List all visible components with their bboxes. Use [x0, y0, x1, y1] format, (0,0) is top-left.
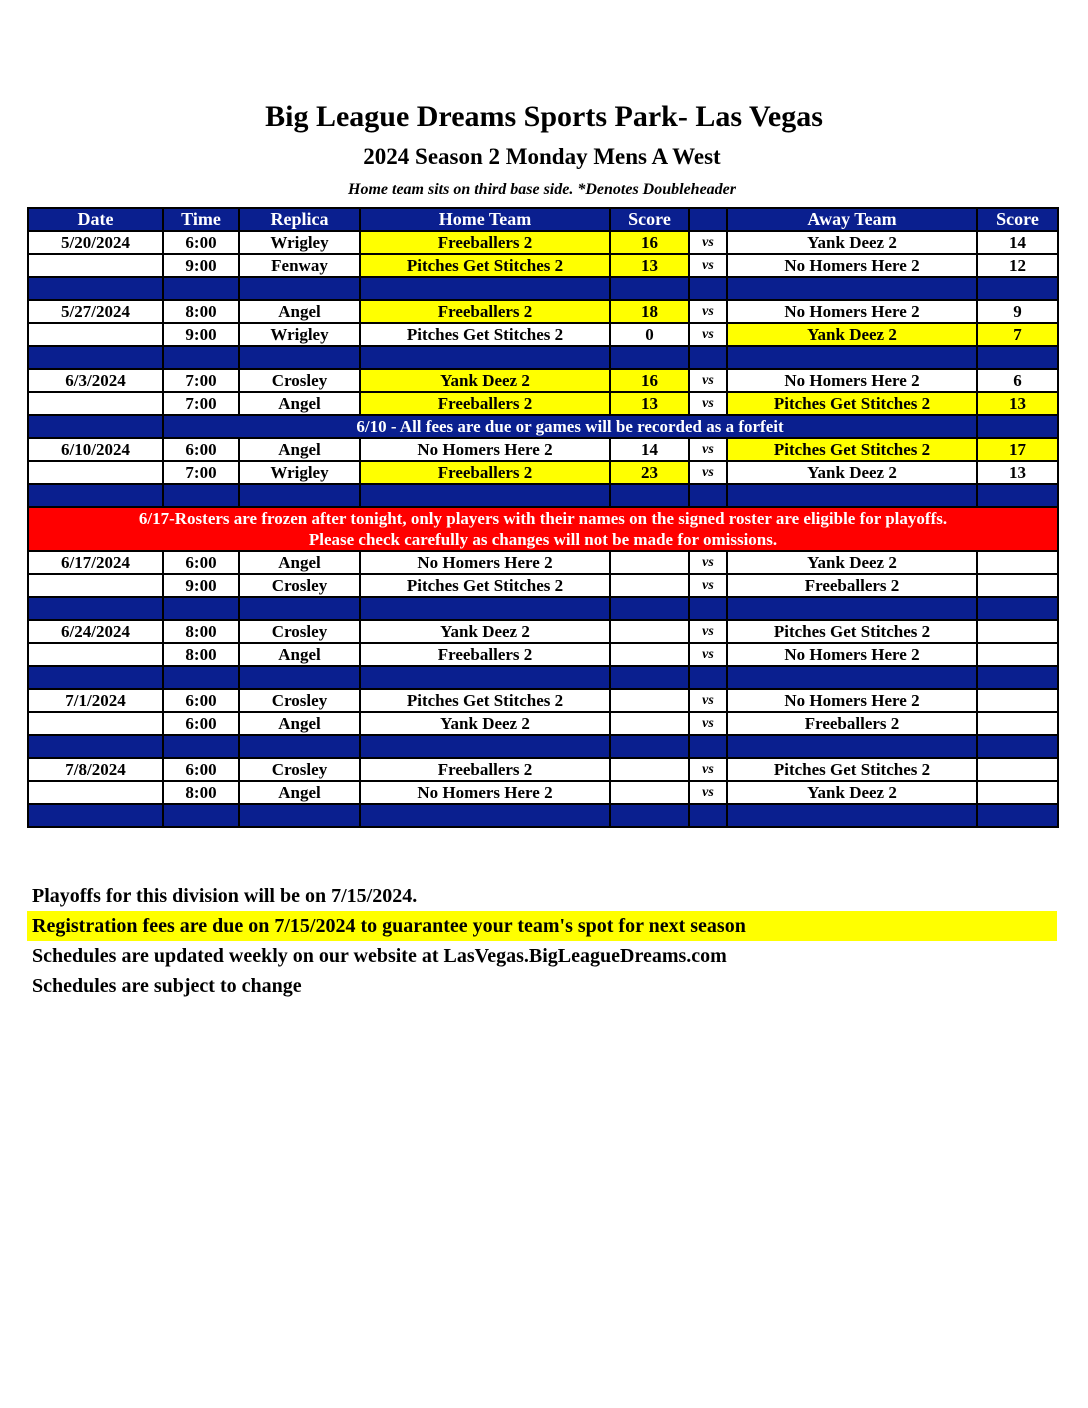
away-score: [977, 712, 1058, 735]
vs-label: vs: [689, 574, 727, 597]
separator-cell: [727, 597, 977, 620]
separator-row: [28, 666, 1058, 689]
home-team: Freeballers 2: [360, 461, 610, 484]
separator-cell: [239, 666, 360, 689]
separator-cell: [689, 484, 727, 507]
schedule-note: Home team sits on third base side. *Denotes Doubleheader: [348, 181, 736, 198]
away-team: Yank Deez 2: [727, 461, 977, 484]
game-date: 6/17/2024: [28, 551, 163, 574]
game-replica: Crosley: [239, 758, 360, 781]
game-time: 6:00: [163, 689, 239, 712]
vs-label: vs: [689, 781, 727, 804]
website-note: Schedules are updated weekly on our website at LasVegas.BigLeagueDreams.com: [32, 945, 727, 967]
game-date: [28, 461, 163, 484]
away-team: No Homers Here 2: [727, 300, 977, 323]
game-time: 6:00: [163, 231, 239, 254]
col-header-date: Date: [28, 208, 163, 231]
separator-cell: [977, 597, 1058, 620]
vs-label: vs: [689, 689, 727, 712]
game-date: 5/27/2024: [28, 300, 163, 323]
game-time: 8:00: [163, 620, 239, 643]
game-date: [28, 254, 163, 277]
game-row: [28, 231, 1058, 254]
game-row: [28, 551, 1058, 574]
separator-cell: [28, 735, 163, 758]
game-date: [28, 323, 163, 346]
separator-row: [28, 346, 1058, 369]
away-score: [977, 689, 1058, 712]
separator-cell: [977, 804, 1058, 827]
game-row: [28, 620, 1058, 643]
home-score: 13: [610, 254, 689, 277]
page-subtitle: 2024 Season 2 Monday Mens A West: [363, 144, 721, 169]
notice-spacer: [977, 415, 1058, 438]
separator-cell: [163, 346, 239, 369]
change-note: Schedules are subject to change: [32, 975, 302, 997]
home-score: 16: [610, 231, 689, 254]
home-score: [610, 712, 689, 735]
roster-alert: [28, 507, 1058, 551]
separator-cell: [28, 666, 163, 689]
separator-cell: [360, 346, 610, 369]
notice-text: 6/10 - All fees are due or games will be recorded as a forfeit: [163, 415, 977, 438]
home-team: Pitches Get Stitches 2: [360, 323, 610, 346]
home-score: [610, 574, 689, 597]
away-team: Freeballers 2: [727, 574, 977, 597]
separator-cell: [360, 804, 610, 827]
game-date: 6/10/2024: [28, 438, 163, 461]
separator-cell: [689, 597, 727, 620]
game-date: [28, 643, 163, 666]
separator-cell: [28, 346, 163, 369]
away-score: 14: [977, 231, 1058, 254]
separator-cell: [727, 735, 977, 758]
game-row: [28, 300, 1058, 323]
home-team: Pitches Get Stitches 2: [360, 254, 610, 277]
game-time: 8:00: [163, 781, 239, 804]
game-date: [28, 392, 163, 415]
home-team: No Homers Here 2: [360, 781, 610, 804]
game-row: [28, 689, 1058, 712]
col-header-vs: [689, 208, 727, 231]
page-title: Big League Dreams Sports Park- Las Vegas: [265, 100, 823, 133]
away-team: Pitches Get Stitches 2: [727, 620, 977, 643]
home-score: [610, 620, 689, 643]
away-team: Pitches Get Stitches 2: [727, 392, 977, 415]
away-score: 9: [977, 300, 1058, 323]
home-team: No Homers Here 2: [360, 551, 610, 574]
game-row: [28, 758, 1058, 781]
separator-cell: [689, 346, 727, 369]
game-date: 7/8/2024: [28, 758, 163, 781]
separator-cell: [610, 597, 689, 620]
home-team: Freeballers 2: [360, 643, 610, 666]
schedule-body: [28, 231, 1058, 827]
away-team: Yank Deez 2: [727, 231, 977, 254]
separator-cell: [360, 484, 610, 507]
vs-label: vs: [689, 551, 727, 574]
col-header-away-score: Score: [977, 208, 1058, 231]
home-score: [610, 643, 689, 666]
away-score: 12: [977, 254, 1058, 277]
vs-label: vs: [689, 758, 727, 781]
game-time: 6:00: [163, 758, 239, 781]
notice-row: [28, 415, 1058, 438]
away-score: [977, 574, 1058, 597]
game-replica: Wrigley: [239, 323, 360, 346]
game-replica: Crosley: [239, 574, 360, 597]
schedule-table: [27, 207, 1059, 828]
vs-label: vs: [689, 254, 727, 277]
game-replica: Angel: [239, 781, 360, 804]
game-time: 9:00: [163, 574, 239, 597]
vs-label: vs: [689, 231, 727, 254]
game-replica: Crosley: [239, 689, 360, 712]
game-row: [28, 254, 1058, 277]
table-header-row: [28, 208, 1058, 231]
separator-cell: [28, 277, 163, 300]
away-score: [977, 643, 1058, 666]
game-replica: Angel: [239, 551, 360, 574]
home-score: 0: [610, 323, 689, 346]
game-replica: Angel: [239, 712, 360, 735]
col-header-home-score: Score: [610, 208, 689, 231]
home-team: Pitches Get Stitches 2: [360, 689, 610, 712]
game-date: 6/24/2024: [28, 620, 163, 643]
separator-cell: [977, 346, 1058, 369]
separator-cell: [977, 484, 1058, 507]
separator-cell: [610, 666, 689, 689]
separator-cell: [28, 804, 163, 827]
game-date: 6/3/2024: [28, 369, 163, 392]
home-score: [610, 551, 689, 574]
separator-cell: [360, 597, 610, 620]
home-score: [610, 781, 689, 804]
home-score: 23: [610, 461, 689, 484]
game-replica: Angel: [239, 300, 360, 323]
game-row: [28, 574, 1058, 597]
separator-cell: [689, 735, 727, 758]
separator-cell: [239, 346, 360, 369]
separator-cell: [727, 346, 977, 369]
game-time: 6:00: [163, 712, 239, 735]
away-team: Yank Deez 2: [727, 551, 977, 574]
separator-cell: [610, 804, 689, 827]
separator-cell: [610, 735, 689, 758]
home-score: 16: [610, 369, 689, 392]
away-team: No Homers Here 2: [727, 369, 977, 392]
separator-row: [28, 277, 1058, 300]
separator-cell: [689, 804, 727, 827]
col-header-home-team: Home Team: [360, 208, 610, 231]
separator-cell: [977, 735, 1058, 758]
separator-cell: [360, 666, 610, 689]
home-team: Freeballers 2: [360, 392, 610, 415]
game-time: 6:00: [163, 438, 239, 461]
vs-label: vs: [689, 323, 727, 346]
game-row: [28, 643, 1058, 666]
separator-cell: [727, 804, 977, 827]
vs-label: vs: [689, 438, 727, 461]
away-score: 13: [977, 461, 1058, 484]
game-replica: Angel: [239, 392, 360, 415]
game-row: [28, 323, 1058, 346]
home-score: 13: [610, 392, 689, 415]
away-team: Pitches Get Stitches 2: [727, 758, 977, 781]
away-team: Yank Deez 2: [727, 323, 977, 346]
alert-line-1: 6/17-Rosters are frozen after tonight, only players with their names on the signed roster are eligible for playoffs.: [138, 509, 948, 528]
game-row: [28, 781, 1058, 804]
separator-cell: [163, 597, 239, 620]
home-score: [610, 689, 689, 712]
alert-line-2: Please check carefully as changes will not be made for omissions.: [308, 530, 778, 549]
home-team: Pitches Get Stitches 2: [360, 574, 610, 597]
separator-cell: [28, 484, 163, 507]
vs-label: vs: [689, 643, 727, 666]
away-team: Pitches Get Stitches 2: [727, 438, 977, 461]
away-team: Freeballers 2: [727, 712, 977, 735]
separator-cell: [610, 484, 689, 507]
vs-label: vs: [689, 369, 727, 392]
away-team: No Homers Here 2: [727, 689, 977, 712]
home-team: No Homers Here 2: [360, 438, 610, 461]
home-team: Yank Deez 2: [360, 712, 610, 735]
separator-row: [28, 804, 1058, 827]
game-replica: Fenway: [239, 254, 360, 277]
game-date: [28, 574, 163, 597]
separator-cell: [28, 597, 163, 620]
game-time: 8:00: [163, 300, 239, 323]
home-team: Freeballers 2: [360, 300, 610, 323]
home-score: [610, 758, 689, 781]
away-score: 7: [977, 323, 1058, 346]
separator-cell: [727, 277, 977, 300]
away-score: [977, 551, 1058, 574]
game-time: 9:00: [163, 254, 239, 277]
game-replica: Crosley: [239, 369, 360, 392]
home-team: Yank Deez 2: [360, 620, 610, 643]
separator-row: [28, 597, 1058, 620]
game-time: 6:00: [163, 551, 239, 574]
away-score: [977, 758, 1058, 781]
away-score: 13: [977, 392, 1058, 415]
home-team: Freeballers 2: [360, 758, 610, 781]
game-row: [28, 461, 1058, 484]
alert-row: [28, 507, 1058, 551]
separator-cell: [610, 346, 689, 369]
registration-note: Registration fees are due on 7/15/2024 to guarantee your team's spot for next season: [27, 911, 1057, 941]
separator-cell: [727, 666, 977, 689]
separator-cell: [239, 804, 360, 827]
separator-cell: [163, 277, 239, 300]
vs-label: vs: [689, 620, 727, 643]
game-replica: Angel: [239, 643, 360, 666]
separator-cell: [163, 804, 239, 827]
game-row: [28, 438, 1058, 461]
separator-cell: [360, 277, 610, 300]
home-team: Freeballers 2: [360, 231, 610, 254]
notice-spacer: [28, 415, 163, 438]
separator-cell: [727, 484, 977, 507]
away-score: [977, 620, 1058, 643]
vs-label: vs: [689, 461, 727, 484]
home-score: 14: [610, 438, 689, 461]
game-time: 7:00: [163, 461, 239, 484]
game-replica: Angel: [239, 438, 360, 461]
separator-row: [28, 735, 1058, 758]
game-date: [28, 781, 163, 804]
separator-cell: [689, 666, 727, 689]
separator-cell: [977, 666, 1058, 689]
separator-cell: [977, 277, 1058, 300]
game-date: 5/20/2024: [28, 231, 163, 254]
vs-label: vs: [689, 300, 727, 323]
separator-cell: [163, 666, 239, 689]
away-score: 6: [977, 369, 1058, 392]
game-replica: Wrigley: [239, 461, 360, 484]
away-score: [977, 781, 1058, 804]
separator-cell: [239, 277, 360, 300]
vs-label: vs: [689, 712, 727, 735]
game-time: 7:00: [163, 392, 239, 415]
col-header-time: Time: [163, 208, 239, 231]
away-team: No Homers Here 2: [727, 643, 977, 666]
separator-cell: [610, 277, 689, 300]
playoffs-note: Playoffs for this division will be on 7/15/2024.: [32, 885, 418, 907]
home-score: 18: [610, 300, 689, 323]
game-row: [28, 392, 1058, 415]
home-team: Yank Deez 2: [360, 369, 610, 392]
col-header-replica: Replica: [239, 208, 360, 231]
game-row: [28, 369, 1058, 392]
away-team: No Homers Here 2: [727, 254, 977, 277]
game-date: [28, 712, 163, 735]
game-date: 7/1/2024: [28, 689, 163, 712]
separator-row: [28, 484, 1058, 507]
away-score: 17: [977, 438, 1058, 461]
separator-cell: [689, 277, 727, 300]
separator-cell: [239, 484, 360, 507]
separator-cell: [360, 735, 610, 758]
separator-cell: [239, 597, 360, 620]
game-replica: Crosley: [239, 620, 360, 643]
away-team: Yank Deez 2: [727, 781, 977, 804]
game-time: 8:00: [163, 643, 239, 666]
col-header-away-team: Away Team: [727, 208, 977, 231]
separator-cell: [163, 735, 239, 758]
game-time: 7:00: [163, 369, 239, 392]
game-replica: Wrigley: [239, 231, 360, 254]
vs-label: vs: [689, 392, 727, 415]
separator-cell: [239, 735, 360, 758]
game-time: 9:00: [163, 323, 239, 346]
separator-cell: [163, 484, 239, 507]
game-row: [28, 712, 1058, 735]
